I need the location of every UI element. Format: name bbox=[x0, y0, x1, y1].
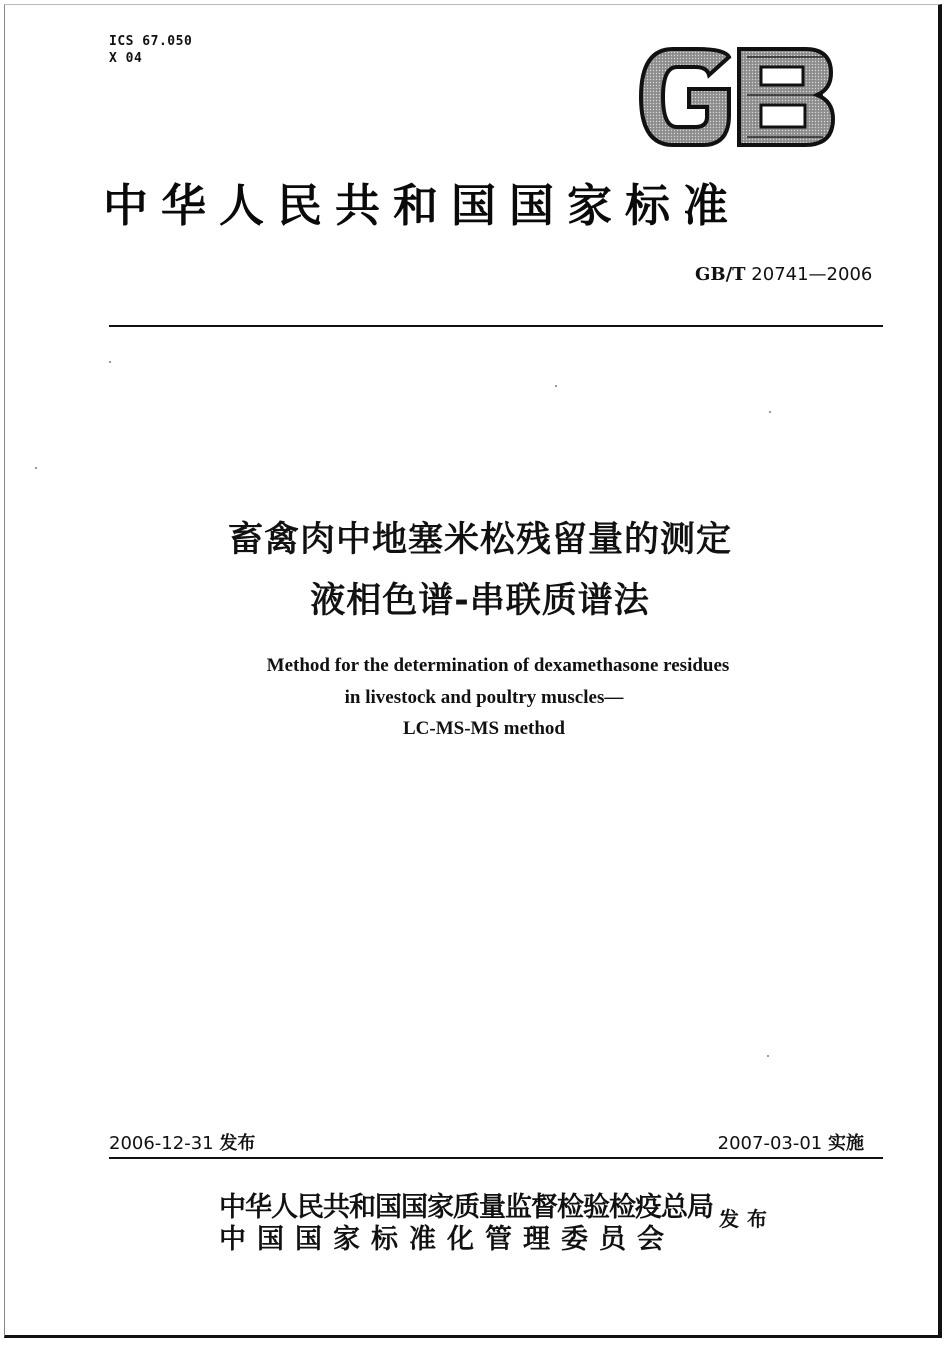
english-title-line-2: in livestock and poultry muscles— bbox=[344, 687, 624, 708]
publish-label: 发布 bbox=[719, 1207, 775, 1231]
english-title-line-1: Method for the determination of dexamethasone residues bbox=[266, 655, 730, 676]
chinese-title-line-1: 畜禽肉中地塞米松残留量的测定 bbox=[227, 520, 732, 560]
classification-codes bbox=[109, 33, 192, 67]
document-page bbox=[4, 4, 942, 1338]
issuer-line-2: 中国国家标准化管理委员会 bbox=[219, 1224, 675, 1255]
scan-speck bbox=[767, 1055, 769, 1057]
issue-label: 发布 bbox=[219, 1133, 256, 1154]
chinese-title-line-2: 液相色谱-串联质谱法 bbox=[310, 581, 650, 621]
header-divider bbox=[109, 325, 883, 327]
effective-date-row bbox=[718, 1129, 864, 1155]
standard-prefix: GB/T bbox=[695, 264, 746, 285]
standard-number bbox=[695, 264, 872, 285]
english-title-line-3: LC-MS-MS method bbox=[402, 718, 566, 739]
standard-code: 20741—2006 bbox=[751, 264, 873, 285]
effective-label: 实施 bbox=[828, 1133, 864, 1154]
category-code: X 04 bbox=[109, 51, 143, 66]
issuer-line-1: 中华人民共和国国家质量监督检验检疫总局 bbox=[219, 1192, 713, 1223]
issue-date-row bbox=[109, 1129, 255, 1155]
scan-speck bbox=[109, 361, 111, 363]
scan-speck bbox=[769, 411, 771, 413]
footer-divider bbox=[109, 1157, 883, 1159]
standard-category-title: 中华人民共和国国家标准 bbox=[103, 179, 742, 232]
scan-speck bbox=[555, 385, 557, 387]
gb-logo bbox=[637, 45, 837, 149]
ics-code: ICS 67.050 bbox=[109, 34, 193, 49]
issue-date: 2006-12-31 bbox=[109, 1133, 214, 1154]
scan-speck bbox=[35, 467, 37, 469]
effective-date: 2007-03-01 bbox=[717, 1133, 823, 1154]
